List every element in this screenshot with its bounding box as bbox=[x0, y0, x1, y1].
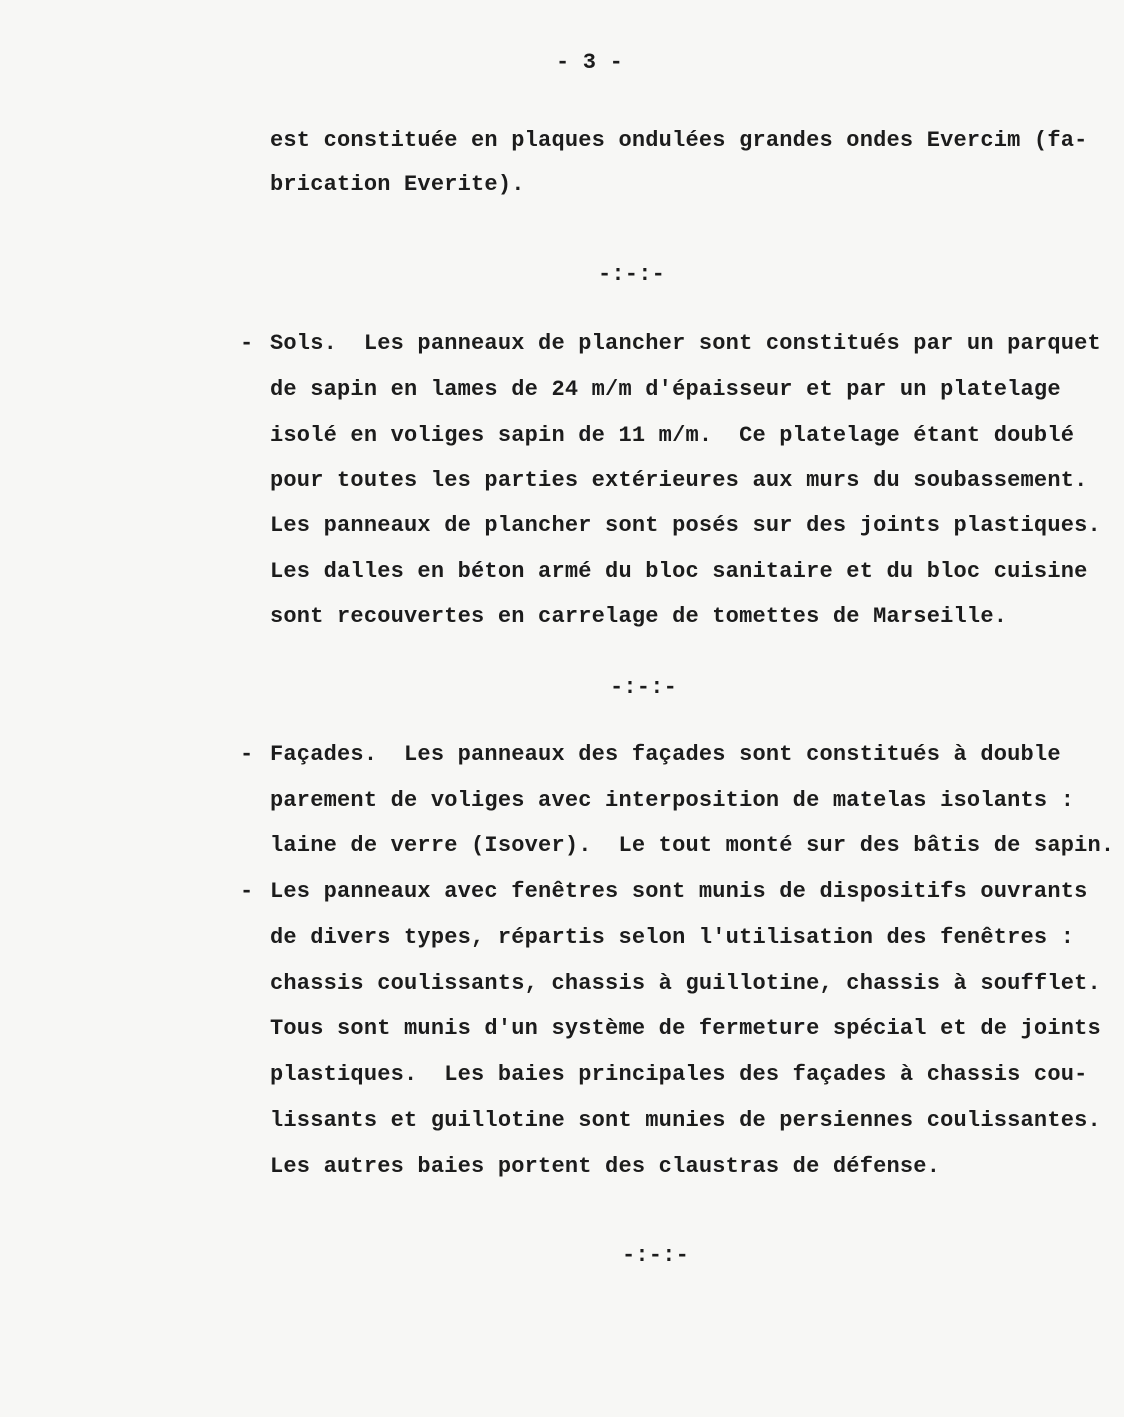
facades-line-8: plastiques. Les baies principales des façades à chassis cou- bbox=[270, 1062, 1088, 1087]
facades-line-7: Tous sont munis d'un système de fermeture spécial et de joints bbox=[270, 1016, 1101, 1041]
sols-line-1: Sols. Les panneaux de plancher sont constitués par un parquet bbox=[270, 331, 1101, 356]
sols-line-5: Les panneaux de plancher sont posés sur des joints plastiques. bbox=[270, 513, 1101, 538]
separator-1: -:-:- bbox=[598, 262, 666, 287]
sols-line-7: sont recouvertes en carrelage de tomettes de Marseille. bbox=[270, 604, 1008, 629]
sols-line-2: de sapin en lames de 24 m/m d'épaisseur et par un platelage bbox=[270, 377, 1061, 402]
facades-line-9: lissants et guillotine sont munies de persiennes coulissantes. bbox=[270, 1108, 1101, 1133]
facades-line-4: Les panneaux avec fenêtres sont munis de dispositifs ouvrants bbox=[270, 879, 1088, 904]
facades-bullet-2: - bbox=[240, 879, 254, 904]
sols-line-3: isolé en voliges sapin de 11 m/m. Ce platelage étant doublé bbox=[270, 423, 1075, 448]
facades-line-5: de divers types, répartis selon l'utilisation des fenêtres : bbox=[270, 925, 1075, 950]
page-number: - 3 - bbox=[556, 50, 624, 75]
facades-bullet: - bbox=[240, 742, 254, 767]
separator-3: -:-:- bbox=[622, 1243, 690, 1268]
intro-line-2: brication Everite). bbox=[270, 172, 525, 197]
facades-line-2: parement de voliges avec interposition de matelas isolants : bbox=[270, 788, 1075, 813]
facades-line-1: Façades. Les panneaux des façades sont constitués à double bbox=[270, 742, 1061, 767]
sols-bullet: - bbox=[240, 331, 254, 356]
facades-line-6: chassis coulissants, chassis à guillotine, chassis à soufflet. bbox=[270, 971, 1101, 996]
sols-line-4: pour toutes les parties extérieures aux murs du soubassement. bbox=[270, 468, 1088, 493]
sols-line-6: Les dalles en béton armé du bloc sanitaire et du bloc cuisine bbox=[270, 559, 1088, 584]
facades-line-10: Les autres baies portent des claustras de défense. bbox=[270, 1154, 941, 1179]
facades-line-3: laine de verre (Isover). Le tout monté sur des bâtis de sapin. bbox=[270, 833, 1115, 858]
separator-2: -:-:- bbox=[610, 675, 678, 700]
intro-line-1: est constituée en plaques ondulées grandes ondes Evercim (fa- bbox=[270, 128, 1088, 153]
